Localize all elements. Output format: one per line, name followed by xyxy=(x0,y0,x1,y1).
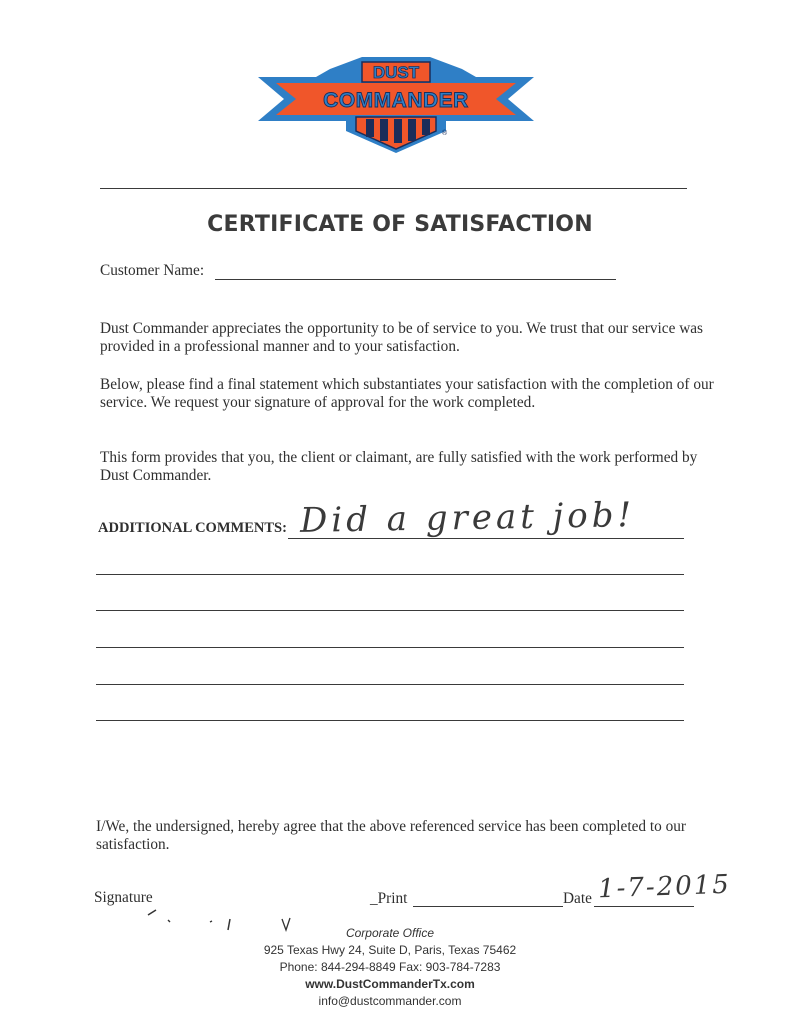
footer-office-title: Corporate Office xyxy=(345,926,435,940)
paragraph-appreciation: Dust Commander appreciates the opportunity to be of service to you. We trust that our service was provided in a professional manner and to your satisfaction. xyxy=(100,320,703,355)
paragraph-form-purpose: This form provides that you, the client or claimant, are fully satisfied with the work performed by Dust Commander. xyxy=(100,449,698,484)
handwritten-date: 1-7-2015 xyxy=(597,869,732,905)
handwritten-comment: Did a great job! xyxy=(299,495,636,541)
comment-line-1[interactable] xyxy=(288,538,684,539)
additional-comments-label: ADDITIONAL COMMENTS: xyxy=(98,520,287,536)
footer-email-link[interactable]: info@dustcommander.com xyxy=(318,994,462,1008)
print-line[interactable] xyxy=(413,906,563,907)
comment-line-6[interactable] xyxy=(96,720,684,721)
footer-address: 925 Texas Hwy 24, Suite D, Paris, Texas 75462 xyxy=(263,943,517,957)
comment-line-5[interactable] xyxy=(96,684,684,685)
customer-name-line[interactable] xyxy=(215,279,616,280)
comment-line-2[interactable] xyxy=(96,574,684,575)
comment-line-4[interactable] xyxy=(96,647,684,648)
header-rule xyxy=(100,188,687,189)
customer-name-label: Customer Name: xyxy=(100,262,205,279)
dust-commander-logo xyxy=(258,55,534,155)
paragraph-statement: Below, please find a final statement which substantiates your satisfaction with the completion of our service. We request your signature of approval for the work completed. xyxy=(100,376,714,411)
date-label: Date xyxy=(563,890,592,907)
agreement-statement: I/We, the undersigned, hereby agree that the above referenced service has been completed to our satisfaction. xyxy=(96,818,686,853)
comment-line-3[interactable] xyxy=(96,610,684,611)
footer-phone-fax: Phone: 844-294-8849 Fax: 903-784-7283 xyxy=(279,960,501,974)
date-line[interactable] xyxy=(594,906,694,907)
logo-text-dust: DUST xyxy=(372,63,420,82)
logo-registered-mark: ® xyxy=(442,130,448,137)
page-title: CERTIFICATE OF SATISFACTION xyxy=(207,212,593,237)
signature-label: Signature xyxy=(94,889,153,906)
print-label: _Print xyxy=(370,890,408,907)
footer-website-link[interactable]: www.DustCommanderTx.com xyxy=(305,977,475,991)
logo-text-commander: COMMANDER xyxy=(323,89,469,112)
